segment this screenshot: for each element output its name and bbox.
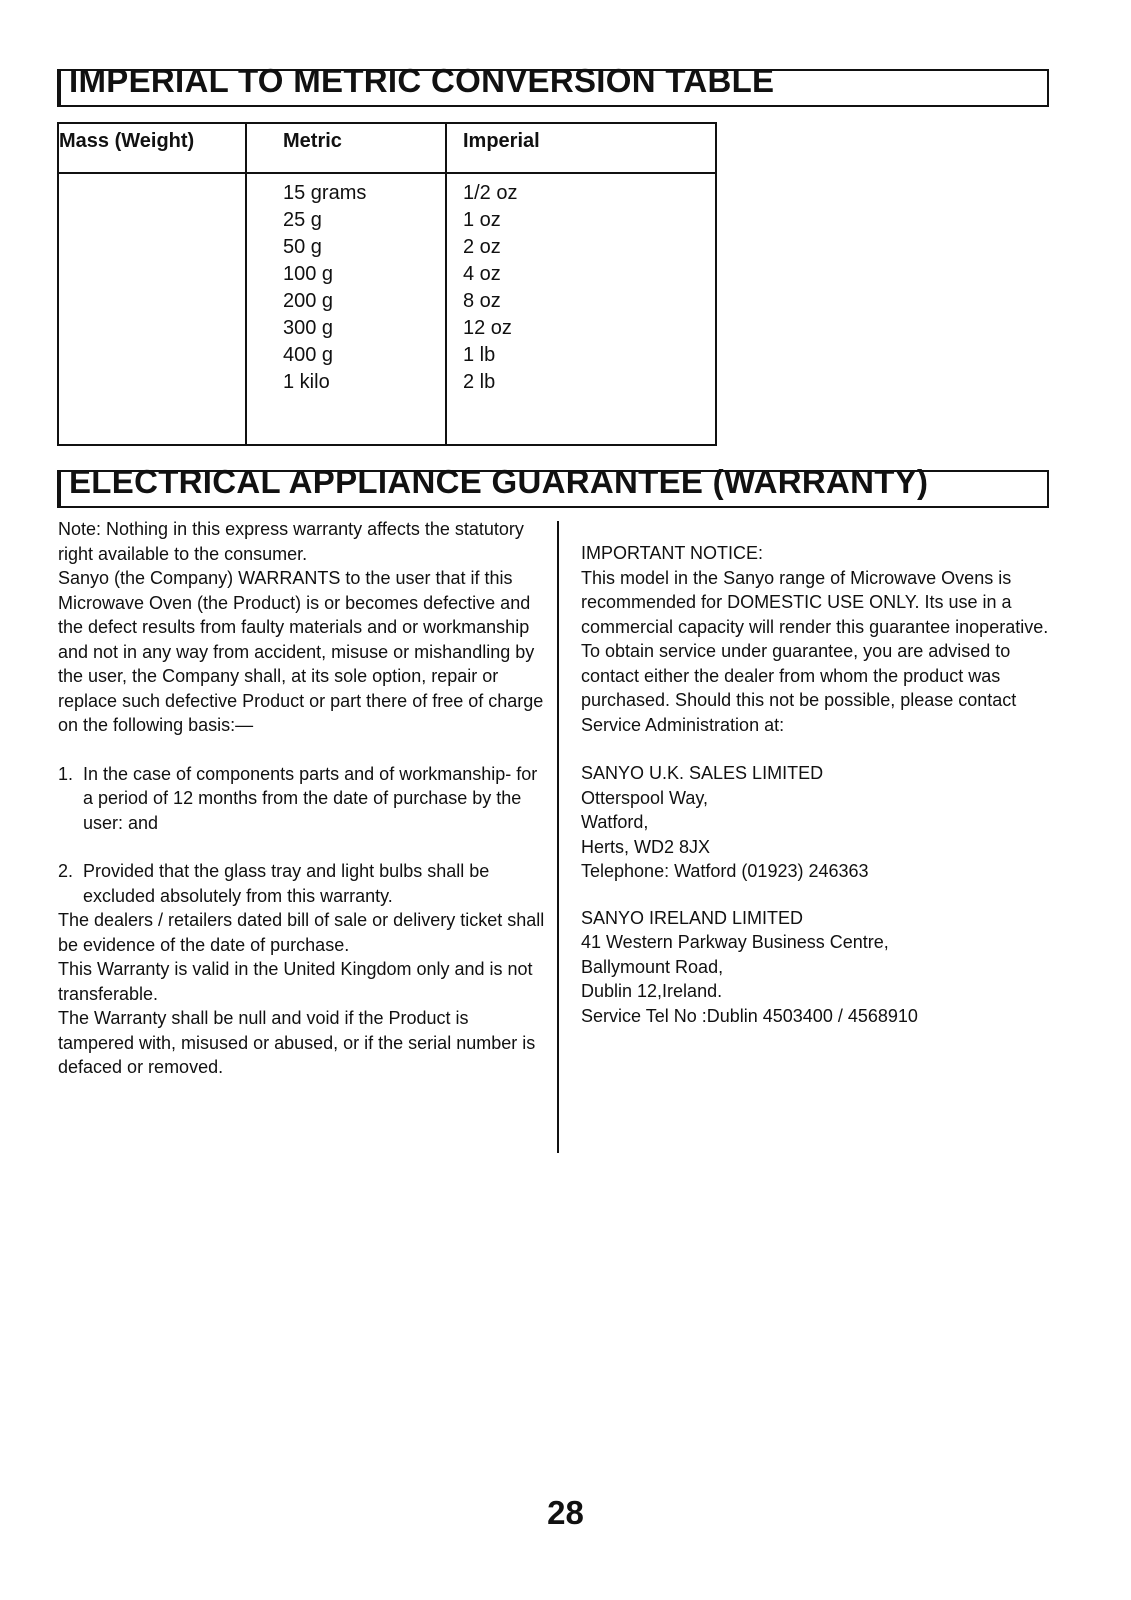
header-imperial: Imperial xyxy=(463,130,540,152)
note-paragraph: Note: Nothing in this express warranty affects the statutory right available to the consumer. xyxy=(58,519,524,564)
table-cell: 1 kilo xyxy=(283,371,330,393)
table-header-rule xyxy=(57,172,717,174)
warranty-terms-column xyxy=(58,517,548,1080)
table-cell: 1/2 oz xyxy=(463,182,518,204)
conversion-table-heading-box xyxy=(57,62,1049,107)
header-mass-weight: Mass (Weight) xyxy=(59,130,195,152)
address-line: 41 Western Parkway Business Centre, xyxy=(581,932,889,952)
table-cell: 2 lb xyxy=(463,371,496,393)
table-border-right xyxy=(715,122,717,446)
warranty-heading-box xyxy=(57,463,1049,508)
table-cell: 1 oz xyxy=(463,209,501,231)
list-text: Provided that the glass tray and light bulbs shall be excluded absolutely from this warranty. xyxy=(83,861,490,906)
conversion-table-heading: IMPERIAL TO METRIC CONVERSION TABLE xyxy=(69,62,775,99)
list-number: 2. xyxy=(58,861,74,881)
table-divider-2 xyxy=(445,122,447,446)
notice-paragraph: This model in the Sanyo range of Microwave Ovens is recommended for DOMESTIC USE ONLY. Its use in a commercial capacity will render this guarantee inoperative. xyxy=(581,567,1049,637)
warranty-heading: ELECTRICAL APPLIANCE GUARANTEE (WARRANTY) xyxy=(69,463,929,500)
page-number: 28 xyxy=(547,1494,584,1531)
service-paragraph: To obtain service under guarantee, you are advised to contact either the dealer from whom the product was purchased. Should this not be possible, please contact Service Administration at: xyxy=(581,641,1017,735)
address-line: SANYO U.K. SALES LIMITED xyxy=(581,763,824,783)
address-line: Watford, xyxy=(581,812,649,832)
address-line: Herts, WD2 8JX xyxy=(581,836,711,857)
metric-column xyxy=(283,180,366,396)
list-text: In the case of components parts and of workmanship- for a period of 12 months from the date of purchase by the user: and xyxy=(83,763,538,833)
table-cell: 4 oz xyxy=(463,263,501,285)
table-cell: 8 oz xyxy=(463,290,501,312)
table-cell: 1 lb xyxy=(463,344,496,366)
address-line: Dublin 12,Ireland. xyxy=(581,981,723,1001)
table-cell: 15 grams xyxy=(283,182,367,204)
table-cell: 400 g xyxy=(283,344,334,366)
address-line: Otterspool Way, xyxy=(581,787,709,808)
address-line: SANYO IRELAND LIMITED xyxy=(581,907,804,928)
ireland-telephone: Service Tel No :Dublin 4503400 / 4568910 xyxy=(581,1005,918,1026)
table-border-top xyxy=(57,122,717,124)
ireland-address xyxy=(581,906,1051,1004)
table-cell: 50 g xyxy=(283,236,322,258)
warranty-intro-paragraph: Sanyo (the Company) WARRANTS to the user that if this Microwave Oven (the Product) is or becomes defective and the defect results from faulty materials and or workmanship and not in any way from accident, misuse or mishandling by the user, the Company shall, at its sole option, repair or replace such defective Product or part there of free of charge on the following basis:— xyxy=(58,568,544,735)
validity-paragraph: This Warranty is valid in the United Kingdom only and is not transferable. xyxy=(58,959,533,1004)
address-line: Ballymount Road, xyxy=(581,956,724,977)
notice-title: IMPORTANT NOTICE: xyxy=(581,543,764,563)
list-item xyxy=(58,859,548,908)
service-info-column xyxy=(581,541,1051,1028)
table-cell: 200 g xyxy=(283,290,334,312)
imperial-column xyxy=(463,180,517,396)
table-cell: 2 oz xyxy=(463,236,501,258)
evidence-paragraph: The dealers / retailers dated bill of sale or delivery ticket shall be evidence of the date of purchase. xyxy=(58,910,545,955)
list-item xyxy=(58,762,548,836)
table-cell: 25 g xyxy=(283,209,322,231)
header-metric: Metric xyxy=(283,130,342,152)
table-cell: 12 oz xyxy=(463,317,512,339)
table-border-left xyxy=(57,122,59,446)
table-cell: 100 g xyxy=(283,263,334,285)
void-paragraph: The Warranty shall be null and void if the Product is tampered with, misused or abused, or if the serial number is defaced or removed. xyxy=(58,1008,536,1077)
table-border-bottom xyxy=(57,444,717,446)
conversion-table xyxy=(57,122,717,446)
table-cell: 300 g xyxy=(283,317,334,339)
column-divider xyxy=(557,521,559,1153)
uk-address xyxy=(581,761,1051,859)
uk-telephone: Telephone: Watford (01923) 246363 xyxy=(581,861,869,881)
list-number: 1. xyxy=(58,763,74,784)
table-divider-1 xyxy=(245,122,247,446)
